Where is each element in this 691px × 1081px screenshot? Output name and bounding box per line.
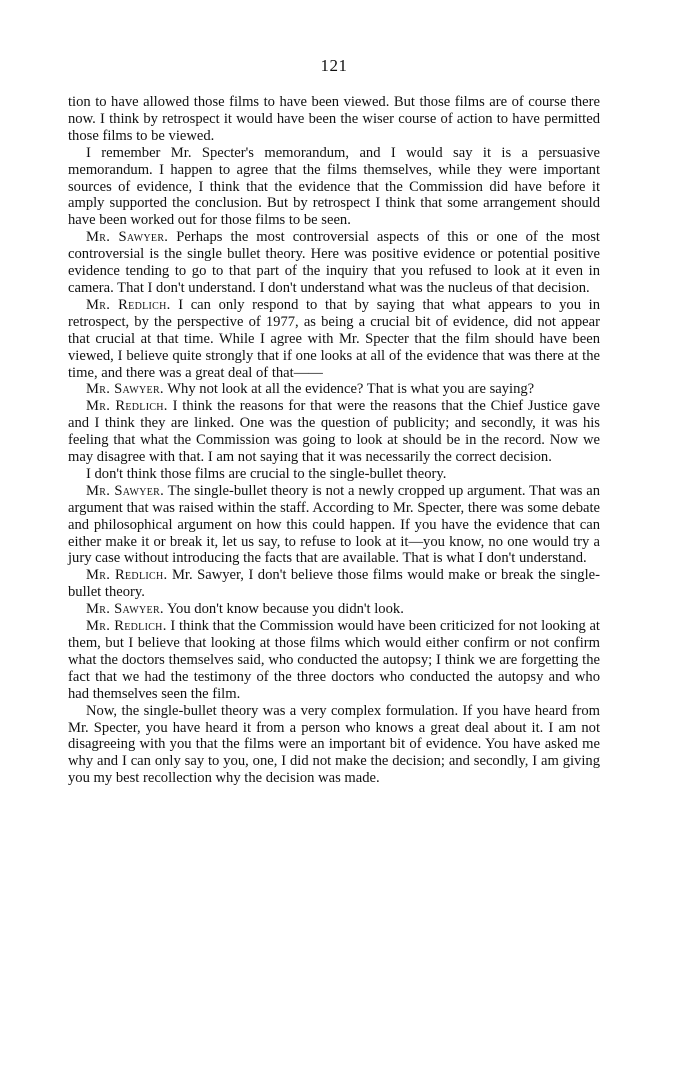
paragraph-text: The single-bullet theory is not a newly cropped up argument. That was an argument that was raised within the staff. According to Mr. Specter, there was some debate and philosophical argument on how this could happen. If you have the evidence that can either make it or break it, let us say, to refuse to look at it—you know, no one would try a jury case without introducing the facts that are available. That is what I don't understand.: [68, 482, 600, 567]
paragraph: [68, 94, 600, 145]
body-text: [68, 94, 600, 787]
speaker-name: Mr. Redlich.: [86, 567, 168, 584]
paragraph: [68, 618, 600, 703]
paragraph: [68, 398, 600, 466]
speaker-name: Mr. Redlich.: [86, 398, 168, 415]
speaker-name: Mr. Redlich.: [86, 296, 171, 313]
paragraph-text: I think that the Commission would have been criticized for not looking at them, but I believe that looking at those films which would either confirm or not confirm what the doctors themselves said, who conducted the autopsy; I think we are forgetting the fact that we had the testimony of the three doctors who conducted the autopsy and who had themselves seen the film.: [68, 618, 600, 702]
paragraph-text: Perhaps the most controversial aspects of this or one of the most controversial is the single bullet theory. Here was positive evidence or potential positive evidence tending to go to that part of the inquiry that you refused to look at it even in camera. That I don't understand. I don't understand what was the nucleus of that decision.: [68, 229, 600, 296]
paragraph: [68, 483, 600, 568]
speaker-name: Mr. Sawyer.: [86, 482, 165, 499]
paragraph: [68, 229, 600, 297]
paragraph-text: Mr. Sawyer, I don't believe those films would make or break the single-bullet theory.: [68, 567, 600, 601]
paragraph: [68, 466, 600, 483]
paragraph-text: I think the reasons for that were the reasons that the Chief Justice gave and I think they are linked. One was the question of publicity; and secondly, it was his feeling that what the Commission was going to look at should be in the record. Now we may disagree with that. I am not saying that it was necessarily the correct decision.: [68, 398, 600, 466]
paragraph-text: I remember Mr. Specter's memorandum, and I would say it is a persuasive memorandum. I happen to agree that the films themselves, while they were important sources of evidence, I think that the evidence that the Commission did have before it amply supported the conclusion. But by retrospect I think that some arrangement should have been worked out for those films to be seen.: [68, 144, 600, 229]
paragraph-text: Why not look at all the evidence? That is what you are saying?: [167, 381, 535, 398]
paragraph: [68, 703, 600, 788]
paragraph: [68, 381, 600, 398]
speaker-name: Mr. Sawyer.: [86, 229, 169, 246]
paragraph-text: Now, the single-bullet theory was a very complex formulation. If you have heard from Mr. Specter, you have heard it from a person who knows a great deal about it. I am not disagreeing with you that the films were an important bit of evidence. You have asked me why and I can only say to you, one, I did not make the decision; and secondly, I am giving you my best recollection why the decision was made.: [68, 702, 600, 787]
paragraph-text: tion to have allowed those films to have been viewed. But those films are of course there now. I think by retrospect it would have been the wiser course of action to have permitted those films to be viewed.: [68, 94, 600, 144]
paragraph-text: I don't think those films are crucial to the single-bullet theory.: [86, 465, 447, 482]
speaker-name: Mr. Redlich.: [86, 618, 167, 635]
page-number: 121: [320, 56, 348, 75]
document-page: [68, 56, 600, 787]
paragraph-text: I can only respond to that by saying that what appears to you in retrospect, by the perspective of 1977, as being a crucial bit of evidence, did not appear that crucial at that time. While I agree with Mr. Specter that the film should have been viewed, I believe quite strongly that if one looks at all of the evidence that was there at the time, and there was a great deal of that——: [68, 296, 600, 381]
paragraph: [68, 567, 600, 601]
speaker-name: Mr. Sawyer.: [86, 601, 164, 618]
paragraph-text: You don't know because you didn't look.: [166, 601, 404, 618]
paragraph: [68, 145, 600, 230]
speaker-name: Mr. Sawyer.: [86, 381, 164, 398]
paragraph: [68, 297, 600, 382]
paragraph: [68, 601, 600, 618]
